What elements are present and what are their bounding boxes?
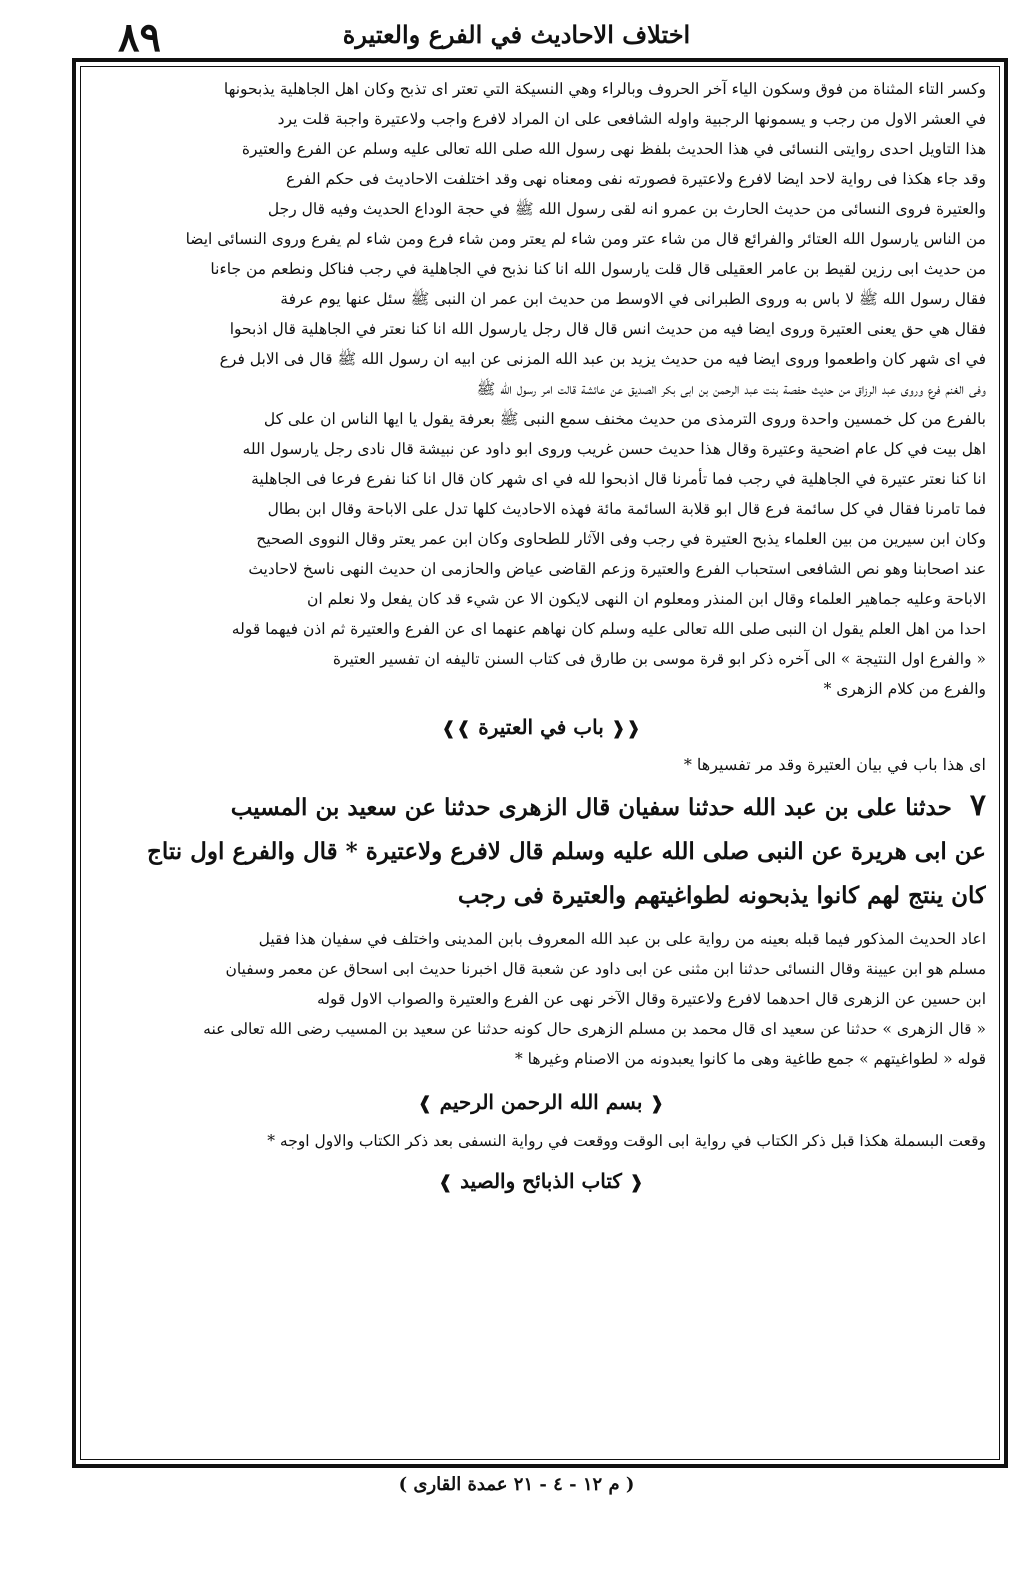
hadith-line: حدثنا على بن عبد الله حدثنا سفيان قال الزهرى حدثنا عن سعيد بن المسيب — [230, 794, 952, 821]
text-line: احدا من اهل العلم يقول ان النبى صلى الله تعالى عليه وسلم كان نهاهم عنهما اى عن الفرع والعتيرة ثم اذن فيهما قوله — [231, 620, 986, 638]
chapter-heading — [96, 710, 986, 746]
chapter-heading-text: باب في العتيرة — [478, 715, 604, 739]
text-line: قوله « لطواغيتهم » جمع طاغية وهى ما كانوا يعبدونه من الاصنام وغيرها * — [514, 1050, 986, 1068]
ornament-left-icon: ❱ — [438, 1172, 454, 1193]
text-line: من الناس يارسول الله العتائر والفرائع قال من شاء عتر ومن شاء لم يعتر ومن شاء فرع ومن شاء لم يفرع وروى النسائى ايضا — [185, 230, 986, 248]
text-line: وكان ابن سيرين من بين العلماء يذبح العتيرة في رجب وفى الآثار للطحاوى وكان ابن عمر يعتر وقال النووى الصحيح — [256, 530, 986, 548]
text-line: والفرع من كلام الزهرى * — [823, 680, 986, 698]
text-line: « والفرع اول النتيجة » الى آخره ذكر ابو قرة موسى بن طارق فى كتاب السنن تاليفه ان تفسير العتيرة — [332, 650, 986, 668]
commentary-top — [96, 74, 986, 704]
text-line: « قال الزهرى » حدثنا عن سعيد اى قال محمد بن مسلم الزهرى حال كونه حدثنا عن سعيد بن المسيب رضى الله تعالى عنه — [203, 1020, 986, 1038]
text-line: اهل بيت في كل عام اضحية وعتيرة وقال هذا حديث حسن غريب وروى ابو داود عن نبيشة قال نادى رجل يارسول الله — [242, 440, 986, 458]
book-title-text: كتاب الذبائح والصيد — [460, 1169, 622, 1193]
page-header — [0, 8, 1033, 61]
text-line: انا كنا نعتر عتيرة في الجاهلية في رجب فما تأمرنا قال اذبحوا لله في اى شهر كان قال انا كنا نفرع فرعا فى الجاهلية — [251, 470, 986, 488]
ornament-left-icon: ❱❱ — [441, 718, 472, 739]
text-line: ابن حسين عن الزهرى قال احدهما لافرع ولاعتيرة وقال الآخر نهى عن الفرع والعتيرة والصواب الاول قوله — [316, 990, 986, 1008]
text-line: وفى الغنم فرع وروى عبد الرزاق من حديث حفصة بنت عبد الرحمن بن ابى بكر الصديق عن عائشة قالت امر رسول الله ﷺ — [476, 380, 986, 398]
text-line: مسلم هو ابن عيينة وقال النسائى حدثنا ابن مثنى عن ابى داود عن شعبة قال اخبرنا حديث ابى اسحاق عن معمر وسفيان — [225, 960, 986, 978]
text-line: في العشر الاول من رجب و يسمونها الرجبية واوله الشافعى على ان المراد لافرع واجب ولاعتيرة واجبة قلت يرد — [277, 110, 986, 128]
hadith-line: كان ينتج لهم كانوا يذبحونه لطواغيتهم والعتيرة فى رجب — [457, 882, 986, 909]
basmala-text: بسم الله الرحمن الرحيم — [439, 1090, 643, 1114]
hadith-block — [96, 784, 986, 918]
chapter-subtitle: اى هذا باب في بيان العتيرة وقد مر تفسيرها * — [683, 755, 986, 774]
ornament-right-icon: ❰ — [628, 1172, 644, 1193]
footer-signature: ( م ١٢ - ٤ - ٢١ عمدة القارى ) — [398, 1474, 635, 1495]
text-line: وكسر التاء المثناة من فوق وسكون الياء آخر الحروف وبالراء وهي النسيكة التي تعتر اى تذبح وكان اهل الجاهلية يذبحونها — [223, 80, 986, 98]
text-line: من حديث ابى رزين لقيط بن عامر العقيلى قال قلت يارسول الله انا كنا نذبح في الجاهلية في رجب فناكل ونطعم من جاءنا — [210, 260, 986, 278]
ornament-right-icon: ❰ — [649, 1093, 665, 1114]
page-content — [96, 74, 986, 1454]
page-number: ٨٩ — [118, 14, 161, 61]
book-title — [96, 1160, 986, 1204]
text-line: بالفرع من كل خمسين واحدة وروى الترمذى من حديث مخنف سمع النبى ﷺ بعرفة يقول يا ايها الناس ان على كل — [263, 410, 986, 428]
ornament-left-icon: ❱ — [417, 1093, 433, 1114]
text-line: عند اصحابنا وهو نص الشافعى استحباب الفرع والعتيرة وزعم القاضى عياض والحازمى ان حديث النهى ناسخ لاحاديث — [248, 560, 986, 578]
running-title: اختلاف الاحاديث في الفرع والعتيرة — [342, 20, 691, 49]
text-line: اعاد الحديث المذكور فيما قبله بعينه من رواية على بن عبد الله المعروف بابن المدينى واختلف في سفيان هذا فقيل — [258, 930, 986, 948]
basmala — [96, 1080, 986, 1126]
basmala-note: وقعت البسملة هكذا قبل ذكر الكتاب في رواية ابى الوقت ووقعت في رواية النسفى بعد ذكر الكتاب والاول اوجه * — [267, 1132, 986, 1150]
text-line: فما تامرنا فقال في كل سائمة فرع قال ابو قلابة السائمة مائة فهذه الاحاديث كلها تدل على الاباحة وقال ابن بطال — [267, 500, 986, 518]
ornament-right-icon: ❰❰ — [610, 718, 641, 739]
text-line: هذا التاويل احدى روايتى النسائى في هذا الحديث بلفظ نهى رسول الله صلى الله تعالى عليه وسلم عن الفرع والعتيرة — [241, 140, 986, 158]
text-line: الاباحة وعليه جماهير العلماء وقال ابن المنذر ومعلوم ان النهى لايكون الا عن شيء قد كان يفعل ولا نعلم ان — [306, 590, 986, 608]
hadith-line: عن ابى هريرة عن النبى صلى الله عليه وسلم قال لافرع ولاعتيرة * قال والفرع اول نتاج — [146, 838, 986, 865]
hadith-number: ٧ — [969, 788, 986, 823]
text-line: وقد جاء هكذا فى رواية لاحد ايضا لافرع ولاعتيرة فصورته نفى ومعناه نهى وقد اختلفت الاحاديث فى حكم الفرع — [285, 170, 986, 188]
text-line: والعتيرة فروى النسائى من حديث الحارث بن عمرو انه لقى رسول الله ﷺ في حجة الوداع الحديث وفيه قال رجل — [267, 200, 986, 218]
text-line: فقال هي حق يعنى العتيرة وروى ايضا فيه من حديث انس قال قال رجل يارسول الله انا كنا نعتر في الجاهلية قال اذبحوا — [229, 320, 986, 338]
text-line: فقال رسول الله ﷺ لا باس به وروى الطبرانى في الاوسط من حديث ابن عمر ان النبى ﷺ سئل عنها يوم عرفة — [280, 290, 986, 308]
text-line: في اى شهر كان واطعموا وروى ايضا فيه من حديث يزيد بن عبد الله المزنى عن ابيه ان رسول الله ﷺ قال فى الابل فرع — [219, 350, 986, 368]
commentary-bottom — [96, 924, 986, 1074]
